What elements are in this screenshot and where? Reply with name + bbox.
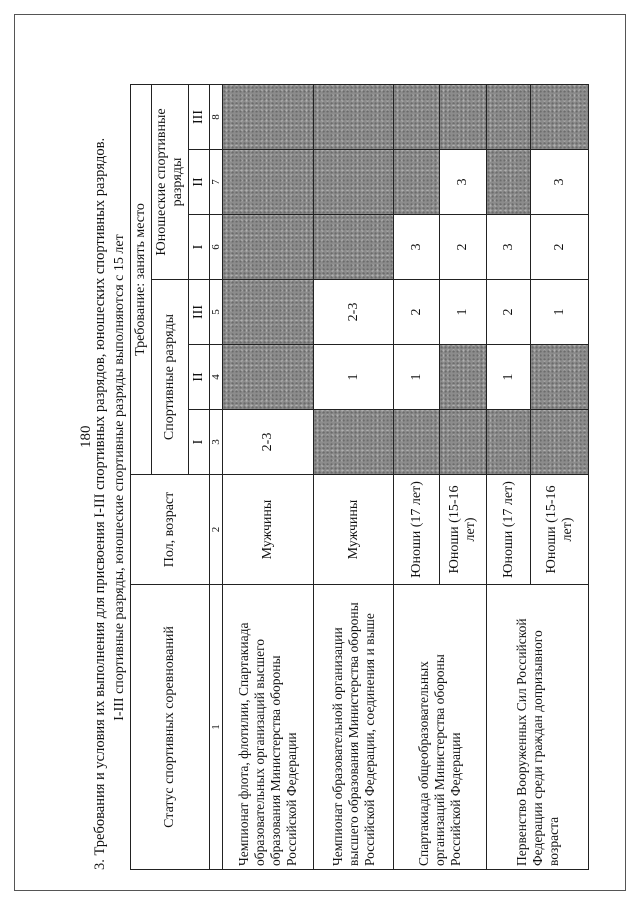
- place-cell: 2: [487, 280, 531, 345]
- shaded-cell: [394, 85, 440, 150]
- gender-age-cell: Юноши (15-16 лет): [440, 475, 487, 585]
- column-number: 4: [210, 345, 223, 410]
- shaded-cell: [531, 410, 589, 475]
- competition-status: Чемпионат флота, флотилии, Спартакиада образовательных организаций высшего образования Министерства обороны Российской Федерации: [223, 585, 314, 870]
- column-number: 7: [210, 150, 223, 215]
- column-number: 5: [210, 280, 223, 345]
- shaded-cell: [487, 150, 531, 215]
- shaded-cell: [440, 85, 487, 150]
- table-row: [394, 85, 440, 870]
- header-youth-ranks: Юношеские спортивные разряды: [152, 85, 189, 280]
- rotated-content: [92, 85, 589, 870]
- shaded-cell: [223, 85, 314, 150]
- place-cell: 1: [440, 280, 487, 345]
- shaded-cell: [440, 410, 487, 475]
- table-row: [314, 85, 394, 870]
- header-requirement: Требование: занять место: [131, 85, 152, 475]
- header-rank-label: II: [189, 345, 210, 410]
- shaded-cell: [531, 85, 589, 150]
- gender-age-cell: Мужчины: [314, 475, 394, 585]
- place-cell: 2-3: [223, 410, 314, 475]
- place-cell: 1: [487, 345, 531, 410]
- column-number: 1: [210, 585, 223, 870]
- shaded-cell: [223, 215, 314, 280]
- shaded-cell: [487, 85, 531, 150]
- table-row: [487, 85, 531, 870]
- gender-age-cell: Мужчины: [223, 475, 314, 585]
- header-rank-label: I: [189, 410, 210, 475]
- shaded-cell: [314, 215, 394, 280]
- place-cell: 2: [440, 215, 487, 280]
- place-cell: 3: [440, 150, 487, 215]
- shaded-cell: [223, 345, 314, 410]
- place-cell: 1: [314, 345, 394, 410]
- shaded-cell: [314, 150, 394, 215]
- place-cell: 2-3: [314, 280, 394, 345]
- shaded-cell: [314, 85, 394, 150]
- requirements-table: [130, 84, 589, 870]
- shaded-cell: [487, 410, 531, 475]
- place-cell: 3: [394, 215, 440, 280]
- column-number: 8: [210, 85, 223, 150]
- column-number: 3: [210, 410, 223, 475]
- gender-age-cell: Юноши (17 лет): [394, 475, 440, 585]
- shaded-cell: [531, 345, 589, 410]
- header-rank-label: I: [189, 215, 210, 280]
- competition-status: Чемпионат образовательной организации высшего образования Министерства обороны Российской Федерации, соединения и выше: [314, 585, 394, 870]
- place-cell: 1: [531, 280, 589, 345]
- table-row: [223, 85, 314, 870]
- table-caption: I-III спортивные разряды, юношеские спортивные разряды выполняются с 15 лет: [112, 234, 127, 721]
- column-number: 6: [210, 215, 223, 280]
- shaded-cell: [223, 150, 314, 215]
- column-number: 2: [210, 475, 223, 585]
- header-rank-label: II: [189, 150, 210, 215]
- shaded-cell: [223, 280, 314, 345]
- shaded-cell: [440, 345, 487, 410]
- place-cell: 2: [531, 215, 589, 280]
- page-number: 180: [78, 425, 94, 448]
- header-rank-label: III: [189, 85, 210, 150]
- header-status: Статус спортивных соревнований: [131, 585, 210, 870]
- header-rank-label: III: [189, 280, 210, 345]
- gender-age-cell: Юноши (15-16 лет): [531, 475, 589, 585]
- place-cell: 1: [394, 345, 440, 410]
- place-cell: 3: [531, 150, 589, 215]
- section-heading: 3. Требования и условия их выполнения для присвоения I-III спортивных разрядов, юношеских спортивных разрядов.: [92, 137, 108, 870]
- header-gender-age: Пол, возраст: [131, 475, 210, 585]
- place-cell: 2: [394, 280, 440, 345]
- header-sport-ranks: Спортивные разряды: [152, 280, 189, 475]
- shaded-cell: [394, 410, 440, 475]
- shaded-cell: [394, 150, 440, 215]
- gender-age-cell: Юноши (17 лет): [487, 475, 531, 585]
- competition-status: Первенство Вооруженных Сил Российской Федерации среди граждан допризывного возраста: [487, 585, 589, 870]
- shaded-cell: [314, 410, 394, 475]
- competition-status: Спартакиада общеобразовательных организаций Министерства обороны Российской Федерации: [394, 585, 487, 870]
- place-cell: 3: [487, 215, 531, 280]
